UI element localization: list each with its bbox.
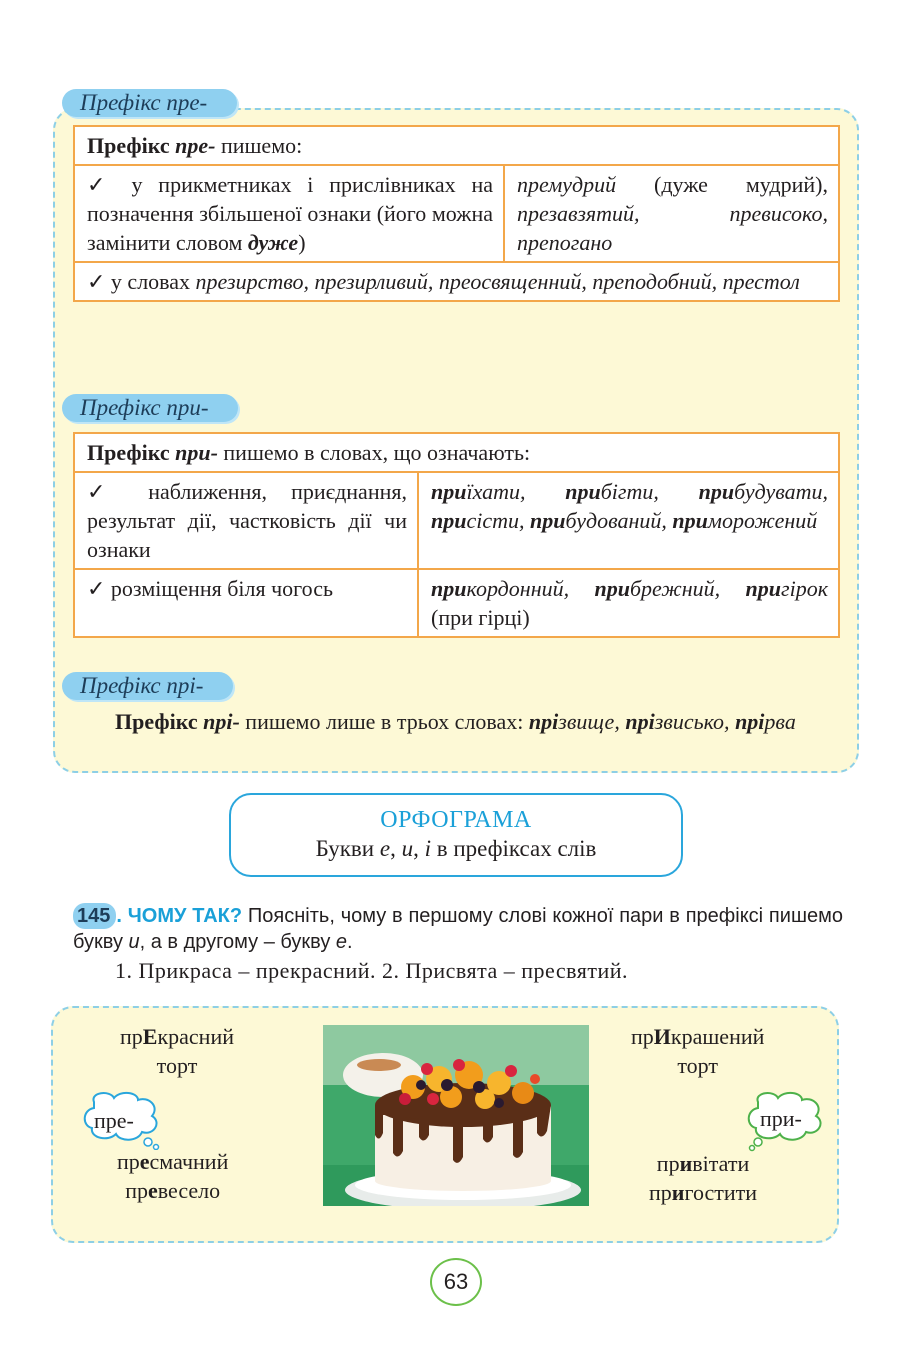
right-caption: прИкрашений торт [631,1024,765,1078]
exercise-heading: ЧОМУ ТАК? [127,905,243,927]
right-examples: привітати пригостити [649,1151,758,1205]
rule-pri-text: Префікс прі- пишемо лише в трьох словах: прізвище, прізвисько, прірва [115,709,796,734]
table-prefix-pre [73,125,840,302]
tag-prefix-pre: Префікс пре- [62,89,237,117]
left-examples: пресмачний превесело [117,1149,229,1203]
right-cloud-label: при- [760,1106,802,1131]
exercise-sentence: 1. Прикраса – прекрасний. 2. Присвята – пресвятий. [115,958,629,983]
tag-prefix-pry: Префікс при- [62,394,238,422]
left-caption: прЕкрасний торт [120,1024,235,1078]
table-pry-rule-1: ✓ наближення, приєднання, результат дії, частковість дії чи ознаки [74,472,418,569]
orthogram-box [229,793,683,877]
table-pry-examples-2: прикордонний, прибрежний, пригірок (при гірці) [418,569,839,637]
exercise-number-badge: 145 [73,903,116,929]
table-pry-heading: Префікс при- пишемо в словах, що означають: [74,433,839,472]
table-pre-heading: Префікс пре- пишемо: [74,126,839,165]
cake-photo [323,1025,589,1206]
table-pre-rule-1: ✓ у прикметниках і прислівниках на позначення збільшеної ознаки (його можна замінити словом дуже) [74,165,504,262]
orthogram-title: ОРФОГРАМА [380,807,532,833]
table-pre-rule-2: ✓ у словах презирство, презирливий, преосвященний, преподобний, престол [74,262,839,301]
table-pry-rule-2: ✓ розміщення біля чогось [74,569,418,637]
table-pre-examples-1: премудрий (дуже мудрий), презавзятий, превисоко, препогано [504,165,839,262]
exercise-145-task: 145 . ЧОМУ ТАК? Поясніть, чому в першому слові кожної пари в префіксі пишемо букву и, а в другому – букву е. [73,905,843,953]
table-pry-examples-1: приїхати, прибігти, прибудувати, присісти, прибудований, приморожений [418,472,839,569]
left-cloud-label: пре- [94,1108,134,1133]
table-prefix-pry [73,432,840,638]
tag-prefix-pri: Префікс прі- [62,672,233,700]
orthogram-subtitle: Букви е, и, і в префіксах слів [315,836,597,861]
page-number: 63 [430,1258,482,1306]
